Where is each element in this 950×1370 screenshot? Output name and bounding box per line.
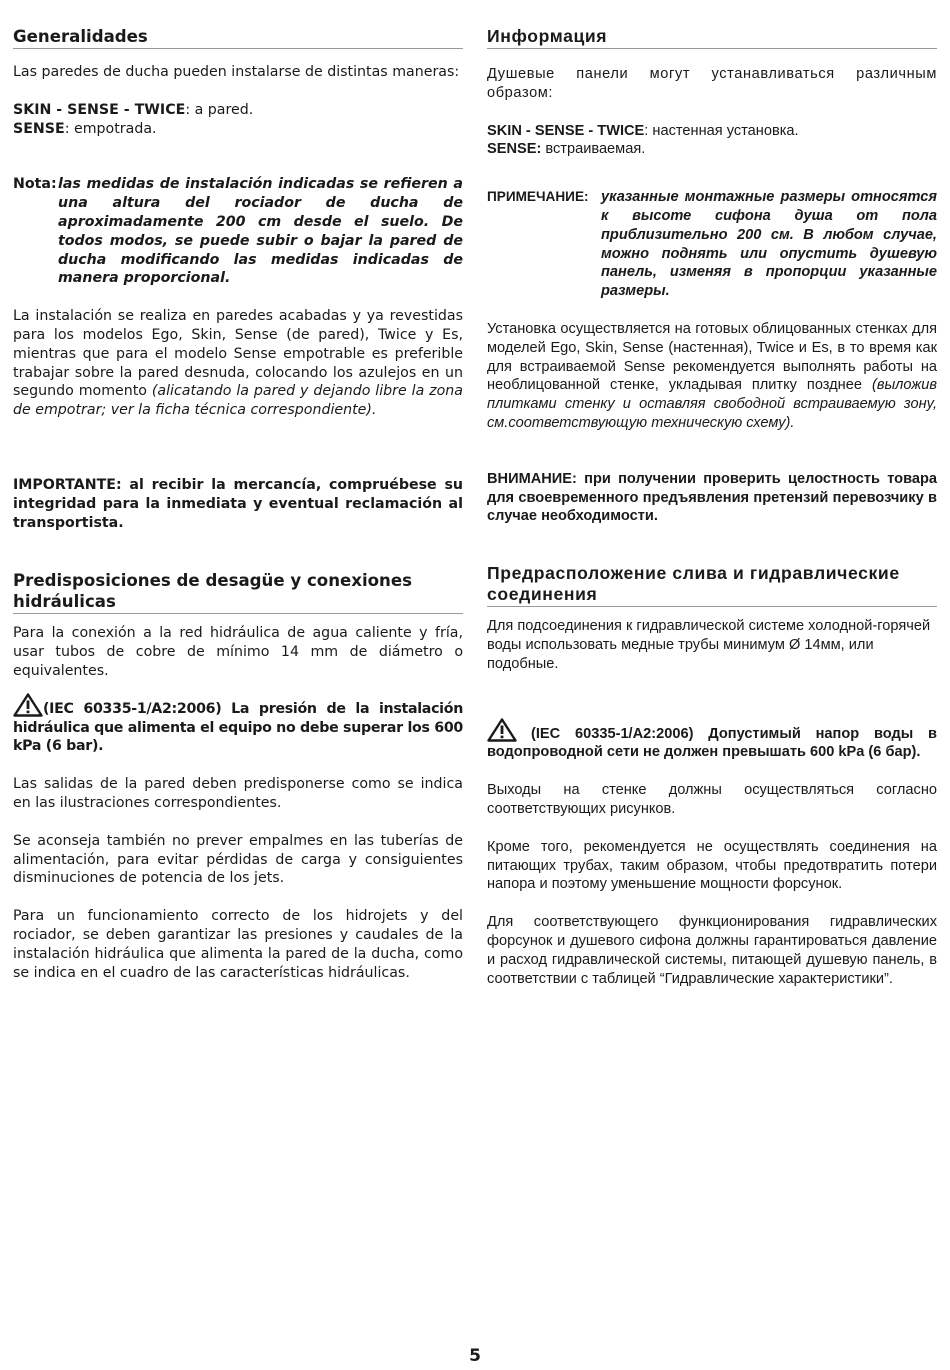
heading-drain-ru: Предрасположение слива и гидравлические соединения xyxy=(487,563,937,607)
connection-text-ru: Для подсоединения к гидравлической системе холодной-горячей воды использовать медные трубы минимум Ø 14мм, или подобные. xyxy=(487,618,931,672)
installation-paragraph xyxy=(13,307,463,420)
function-text-ru: Для соответствующего функционирования гидравлических форсунок и душевого сифона должны гарантироваться давление и расход гидравлической системы, питающей душевую панель, в соответствии с таблицей “Гидравлические характеристики”. xyxy=(487,914,937,987)
advice-text-ru: Кроме того, рекомендуется не осуществлять соединения на питающих трубах, таким образом, чтобы предотвратить потери напора и поэтому уменьшение мощности форсунок. xyxy=(487,838,937,893)
installation-paragraph-ru xyxy=(487,320,937,433)
important-notice-ru: ВНИМАНИЕ: при получении проверить целостность товара для своевременного предъявления претензий перевозчику в случае необходимости. xyxy=(487,470,937,525)
installation-italic: (alicatando la pared y dejando libre la zona de empotrar; ver la ficha técnica correspondiente). xyxy=(13,383,463,419)
built-in-line-ru xyxy=(487,140,937,159)
installation-italic-ru: (выложив плитками стенку и оставляя свободной встраиваемую зону, см.соответствующую техническую схему). xyxy=(487,377,937,431)
connection-text: Para la conexión a la red hidráulica de agua caliente y fría, usar tubos de cobre de mínimo 14 mm de diámetro o equivalentes. xyxy=(13,625,463,679)
russian-column xyxy=(487,26,937,988)
wall-install-text-ru: : настенная установка. xyxy=(644,122,799,139)
outlets-text-ru: Выходы на стенке должны осуществляться согласно соответствующих рисунков. xyxy=(487,782,937,817)
intro-text: Las paredes de ducha pueden instalarse de distintas maneras: xyxy=(13,64,460,80)
pressure-warning xyxy=(13,693,463,756)
installation-text-ru: Установка осуществляется на готовых облицованных стенках для моделей Ego, Skin, Sense (настенная), Twice и Es, в то время как для встраиваемой Sense рекомендуется выполнять работы на необлицованной стенке, укладывая плитку позднее xyxy=(487,320,937,394)
important-notice: IMPORTANTE: al recibir la mercancía, compruébese su integridad para la inmediata y eventual reclamación al transportista. xyxy=(13,476,463,531)
heading-drain: Predisposiciones de desagüe y conexiones hidráulicas xyxy=(13,570,463,614)
heading-generalidades: Generalidades xyxy=(13,26,463,49)
pressure-warning-text-ru: (IEC 60335-1/A2:2006) Допустимый напор воды в водопроводной сети не должен превышать 600 kPa (6 бар). xyxy=(487,725,937,761)
built-in-model-ru: SENSE: xyxy=(487,141,542,158)
wall-install-line xyxy=(13,101,463,120)
installation-text: La instalación se realiza en paredes acabadas y ya revestidas para los modelos Ego, Skin, Sense (de pared), Twice y Es, mientras que para el modelo Sense empotrable es preferible trabajar sobre la pared desnuda, colocando los azulejos en un segundo momento xyxy=(13,308,463,400)
note-block xyxy=(13,175,463,288)
pressure-warning-text: (IEC 60335-1/A2:2006) La presión de la instalación hidráulica que alimenta el equipo no debe superar los 600 kPa (6 bar). xyxy=(13,700,463,755)
intro-text-ru: Душевые панели могут устанавливаться различным образом: xyxy=(487,66,937,101)
heading-informatsiya: Информация xyxy=(487,26,937,49)
built-in-text-ru: встраиваемая. xyxy=(541,141,646,158)
outlets-text: Las salidas de la pared deben predisponerse como se indica en las ilustraciones correspondientes. xyxy=(13,776,463,811)
built-in-line xyxy=(13,120,463,139)
built-in-text: : empotrada. xyxy=(64,120,157,137)
wall-install-line-ru xyxy=(487,122,937,141)
note-text-ru: указанные монтажные размеры относятся к высоте сифона душа от пола приблизительно 200 см. В любом случае, можно поднять или опустить душевую панель, изменяя в пропорции указанные размеры. xyxy=(601,189,937,300)
note-text: las medidas de instalación indicadas se refieren a una altura del rociador de ducha de aproximadamente 200 cm desde el suelo. De todos modos, se puede subir o bajar la pared de ducha modificando las medidas indicadas de manera proporcional. xyxy=(58,176,463,287)
spanish-column xyxy=(13,26,463,982)
warning-triangle-icon xyxy=(487,718,517,742)
page-number: 5 xyxy=(469,1346,481,1366)
built-in-model: SENSE xyxy=(13,120,65,137)
note-block-ru xyxy=(487,188,937,301)
note-label-ru: ПРИМЕЧАНИЕ: xyxy=(487,189,589,205)
warning-triangle-icon xyxy=(13,693,43,717)
note-label: Nota: xyxy=(13,176,57,193)
function-text: Para un funcionamiento correcto de los hidrojets y del rociador, se deben garantizar las presiones y caudales de la instalación hidráulica que alimenta la pared de la ducha, como se indica en el cuadro de las características hidráulicas. xyxy=(13,908,463,981)
wall-models: SKIN - SENSE - TWICE xyxy=(13,101,186,118)
wall-install-text: : a pared. xyxy=(185,101,254,118)
wall-models-ru: SKIN - SENSE - TWICE xyxy=(487,122,645,139)
advice-text: Se aconseja también no prever empalmes en las tuberías de alimentación, para evitar pérdidas de carga y consiguientes disminuciones de potencia de los jets. xyxy=(13,832,463,887)
pressure-warning-ru xyxy=(487,718,937,763)
